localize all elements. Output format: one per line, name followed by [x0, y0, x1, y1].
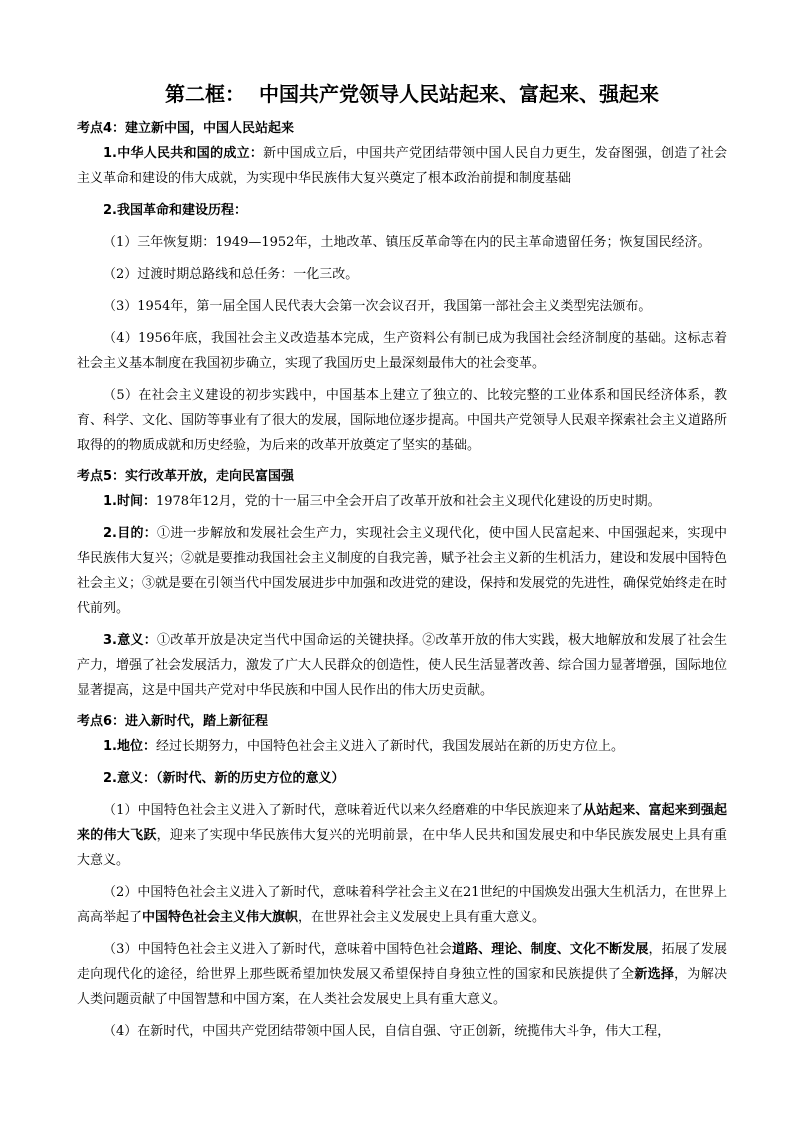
paragraph-purpose [77, 521, 727, 621]
meaning-note: （新时代、新的历史方位的意义） [155, 771, 345, 786]
document-page [77, 78, 727, 1051]
paragraph-position [77, 734, 727, 759]
label-history: 2.我国革命和建设历程： [103, 203, 247, 218]
list-item [77, 937, 727, 1012]
section-heading-5: 考点5：实行改革开放，走向民富国强 [77, 469, 295, 484]
page-title: 第二框： 中国共产党领导人民站起来、富起来、强起来 [165, 82, 659, 106]
text-span: （1）中国特色社会主义进入了新时代，意味着近代以来久经磨难的中华民族迎来了 [103, 803, 583, 818]
list-item: （4）在新时代，中国共产党团结带领中国人民，自信自强、守正创新，统揽伟大斗争，伟大工程， [103, 1024, 671, 1039]
list-item [77, 798, 727, 873]
text-span: （2）中国特色社会主义进入了新时代，意味着科学社会主义在21世纪的中国焕发出强大生机活力，在世界上高高举起了 [77, 885, 727, 925]
list-item [77, 880, 727, 930]
list-item: （2）过渡时期总路线和总任务：一化三改。 [103, 267, 359, 282]
paragraph-founding [77, 141, 727, 191]
section-heading-4: 考点4：建立新中国，中国人民站起来 [77, 121, 295, 136]
list-item: （5）在社会主义建设的初步实践中，中国基本上建立了独立的、比较完整的工业体系和国民经济体系，教育、科学、文化、国防等事业有了很大的发展，国际地位逐步提高。中国共产党领导人民艰辛探索社会主义道路所取得的的物质成就和历史经验，为后来的改革开放奠定了坚实的基础。 [77, 388, 728, 453]
emphasis-text: 道路、理论、制度、文化不断发展 [451, 942, 649, 957]
paragraph-meaning-label [77, 766, 727, 791]
text-span: ，迎来了实现中华民族伟大复兴的光明前景，在中华人民共和国发展史和中华民族发展史上具有重大意义。 [77, 828, 727, 868]
text-time: 1978年12月，党的十一届三中全会开启了改革开放和社会主义现代化建设的历史时期。 [155, 494, 661, 509]
label-purpose: 2.目的： [103, 526, 158, 541]
emphasis-text: 中国特色社会主义伟大旗帜 [142, 910, 299, 925]
section-heading-6: 考点6：进入新时代，踏上新征程 [77, 714, 269, 729]
text-span: ，在世界社会主义发展史上具有重大意义。 [298, 910, 546, 925]
text-significance: ①改革开放是决定当代中国命运的关键抉择。②改革开放的伟大实践，极大地解放和发展了社会生产力，增强了社会发展活力，激发了广大人民群众的创造性，使人民生活显著改善、综合国力显著增强，国际地位显著提高，这是中国共产党对中华民族和中国人民作出的伟大历史贡献。 [77, 633, 728, 698]
text-span: ，为解决人类问题贡献了中国智慧和中国方案，在人类社会发展史上具有重大意义。 [77, 967, 727, 1007]
emphasis-text: 从站起来、富起来到强起来的伟大飞跃 [77, 803, 727, 843]
list-item: （4）1956年底，我国社会主义改造基本完成，生产资料公有制已成为我国社会经济制度的基础。这标志着社会主义基本制度在我国初步确立，实现了我国历史上最深刻最伟大的社会变革。 [77, 331, 727, 371]
label-significance: 3.意义： [103, 633, 158, 648]
label-position: 1.地位： [103, 739, 156, 754]
label-time: 1.时间： [103, 494, 156, 509]
paragraph-significance [77, 628, 727, 703]
label-founding: 1.中华人民共和国的成立： [103, 146, 264, 161]
list-item: （3）1954年，第一届全国人民代表大会第一次会议召开，我国第一部社会主义类型宪法颁布。 [103, 299, 652, 314]
list-item: （1）三年恢复期：1949—1952年，土地改革、镇压反革命等在内的民主革命遗留任务；恢复国民经济。 [103, 235, 711, 250]
text-purpose: ①进一步解放和发展社会生产力，实现社会主义现代化，使中国人民富起来、中国强起来，实现中华民族伟大复兴；②就是要推动我国社会主义制度的自我完善，赋予社会主义新的生机活力，建设和发展中国特色社会主义；③就是要在引领当代中国发展进步中加强和改进党的建设，保持和发展党的先进性，确保党始终走在时代前列。 [77, 526, 728, 616]
paragraph-history-label [77, 198, 727, 223]
paragraph-time [77, 489, 727, 514]
text-span: ，拓展了发展走向现代化的途径，给世界上那些既希望加快发展又希望保持自身独立性的国家和民族提供了全 [77, 942, 727, 982]
text-span: （3）中国特色社会主义进入了新时代，意味着中国特色社会 [103, 942, 452, 957]
emphasis-text: 新选择 [634, 967, 675, 982]
text-position: 经过长期努力，中国特色社会主义进入了新时代，我国发展站在新的历史方位上。 [155, 739, 624, 754]
label-meaning: 2.意义： [103, 771, 156, 786]
text-founding: 新中国成立后，中国共产党团结带领中国人民自力更生，发奋图强，创造了社会主义革命和建设的伟大成就，为实现中华民族伟大复兴奠定了根本政治前提和制度基础 [77, 146, 727, 186]
